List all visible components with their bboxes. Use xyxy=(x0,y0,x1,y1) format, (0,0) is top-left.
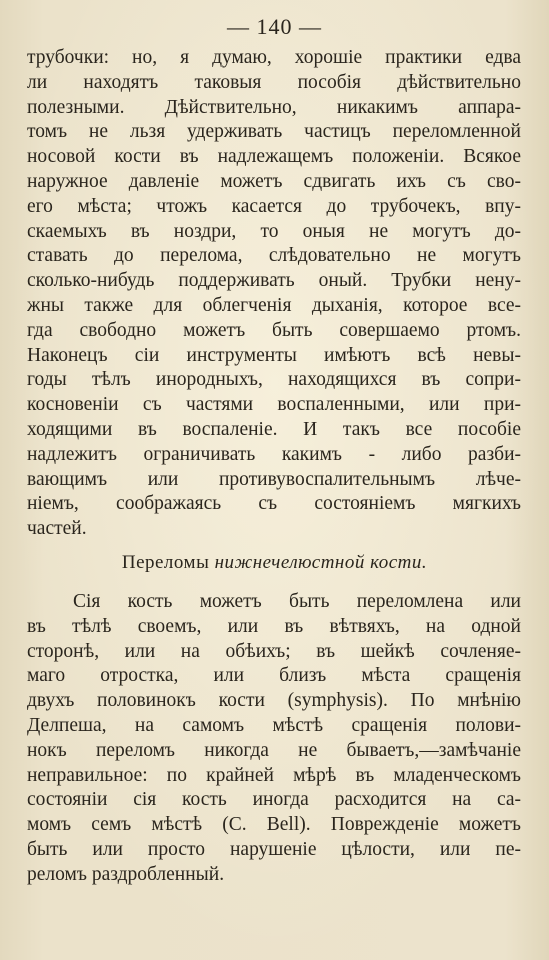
text-line: ли находятъ таковыя пособія дѣйствительно xyxy=(27,71,521,93)
text-line: его мѣста; чтожъ касается до трубочекъ, впу- xyxy=(27,195,521,217)
text-line: реломъ раздробленный. xyxy=(27,863,225,885)
text-line: момъ семъ мѣстѣ (С. Bell). Поврежденіе можетъ xyxy=(27,814,521,836)
section-heading xyxy=(0,552,549,574)
text-line: двухъ половинокъ кости (symphysis). По мнѣнію xyxy=(27,690,521,712)
text-line: быть или просто нарушеніе цѣлости, или пе- xyxy=(27,838,521,860)
text-line: вающимъ или противувоспалительнымъ лѣче- xyxy=(27,468,521,490)
text-line: ходящими въ воспаленіе. И такъ все пособіе xyxy=(27,418,521,440)
text-line: неправильное: по крайней мѣрѣ въ младенческомъ xyxy=(27,764,521,786)
text-line: въ тѣлѣ своемъ, или въ вѣтвяхъ, на одной xyxy=(27,615,521,637)
text-line: трубочки: но, я думаю, хорошіе практики едва xyxy=(27,47,521,68)
text-line: надлежитъ ограничивать какимъ - либо разби- xyxy=(27,443,521,465)
paragraph-lower-jaw xyxy=(27,590,521,888)
text-line: Делпеша, на самомъ мѣстѣ сращенія полови- xyxy=(27,714,521,736)
paragraph-nasal-bone xyxy=(27,46,521,542)
text-line: косновеніи съ частями воспаленными, или при- xyxy=(27,394,521,416)
text-line: частей. xyxy=(27,518,87,540)
text-line: ніемъ, соображаясь съ состояніемъ мягкихъ xyxy=(27,493,521,515)
text-line: годы тѣлъ инородныхъ, находящихся въ сопри- xyxy=(27,369,521,391)
text-line: ставать до перелома, слѣдовательно не могутъ xyxy=(27,245,521,267)
text-line: сторонѣ, или на обѣихъ; въ шейкѣ сочленяе- xyxy=(27,640,521,662)
text-line: полезными. Дѣйствительно, никакимъ аппара- xyxy=(27,96,521,118)
text-line: сколько-нибудь поддерживать оный. Трубки нену- xyxy=(27,270,521,292)
section-heading-plain: Переломы xyxy=(121,552,215,573)
text-line: нокъ переломъ никогда не бываетъ,—замѣчаніе xyxy=(27,739,521,761)
text-line: томъ не льзя удерживать частицъ переломленной xyxy=(27,121,521,143)
text-line: гда свободно можетъ быть совершаемо ртомъ. xyxy=(27,319,521,341)
text-line: Сія кость можетъ быть переломлена или xyxy=(73,591,521,612)
text-line: носовой кости въ надлежащемъ положеніи. Всякое xyxy=(27,146,521,168)
text-line: наружное давленіе можетъ сдвигать ихъ съ сво- xyxy=(27,170,521,192)
text-line: Наконецъ сіи инструменты имѣютъ всѣ невы- xyxy=(27,344,521,366)
text-line: жны также для облегченія дыханія, которое все- xyxy=(27,294,521,316)
text-line: состояніи сія кость иногда расходится на са- xyxy=(27,789,521,811)
page-number: — 140 — xyxy=(227,14,322,39)
text-line: скаемыхъ въ ноздри, то оныя не могутъ до- xyxy=(27,220,521,242)
section-heading-italic: нижнечелюстной кости. xyxy=(214,552,428,573)
text-line: маго отростка, или близъ мѣста сращенія xyxy=(27,665,521,687)
